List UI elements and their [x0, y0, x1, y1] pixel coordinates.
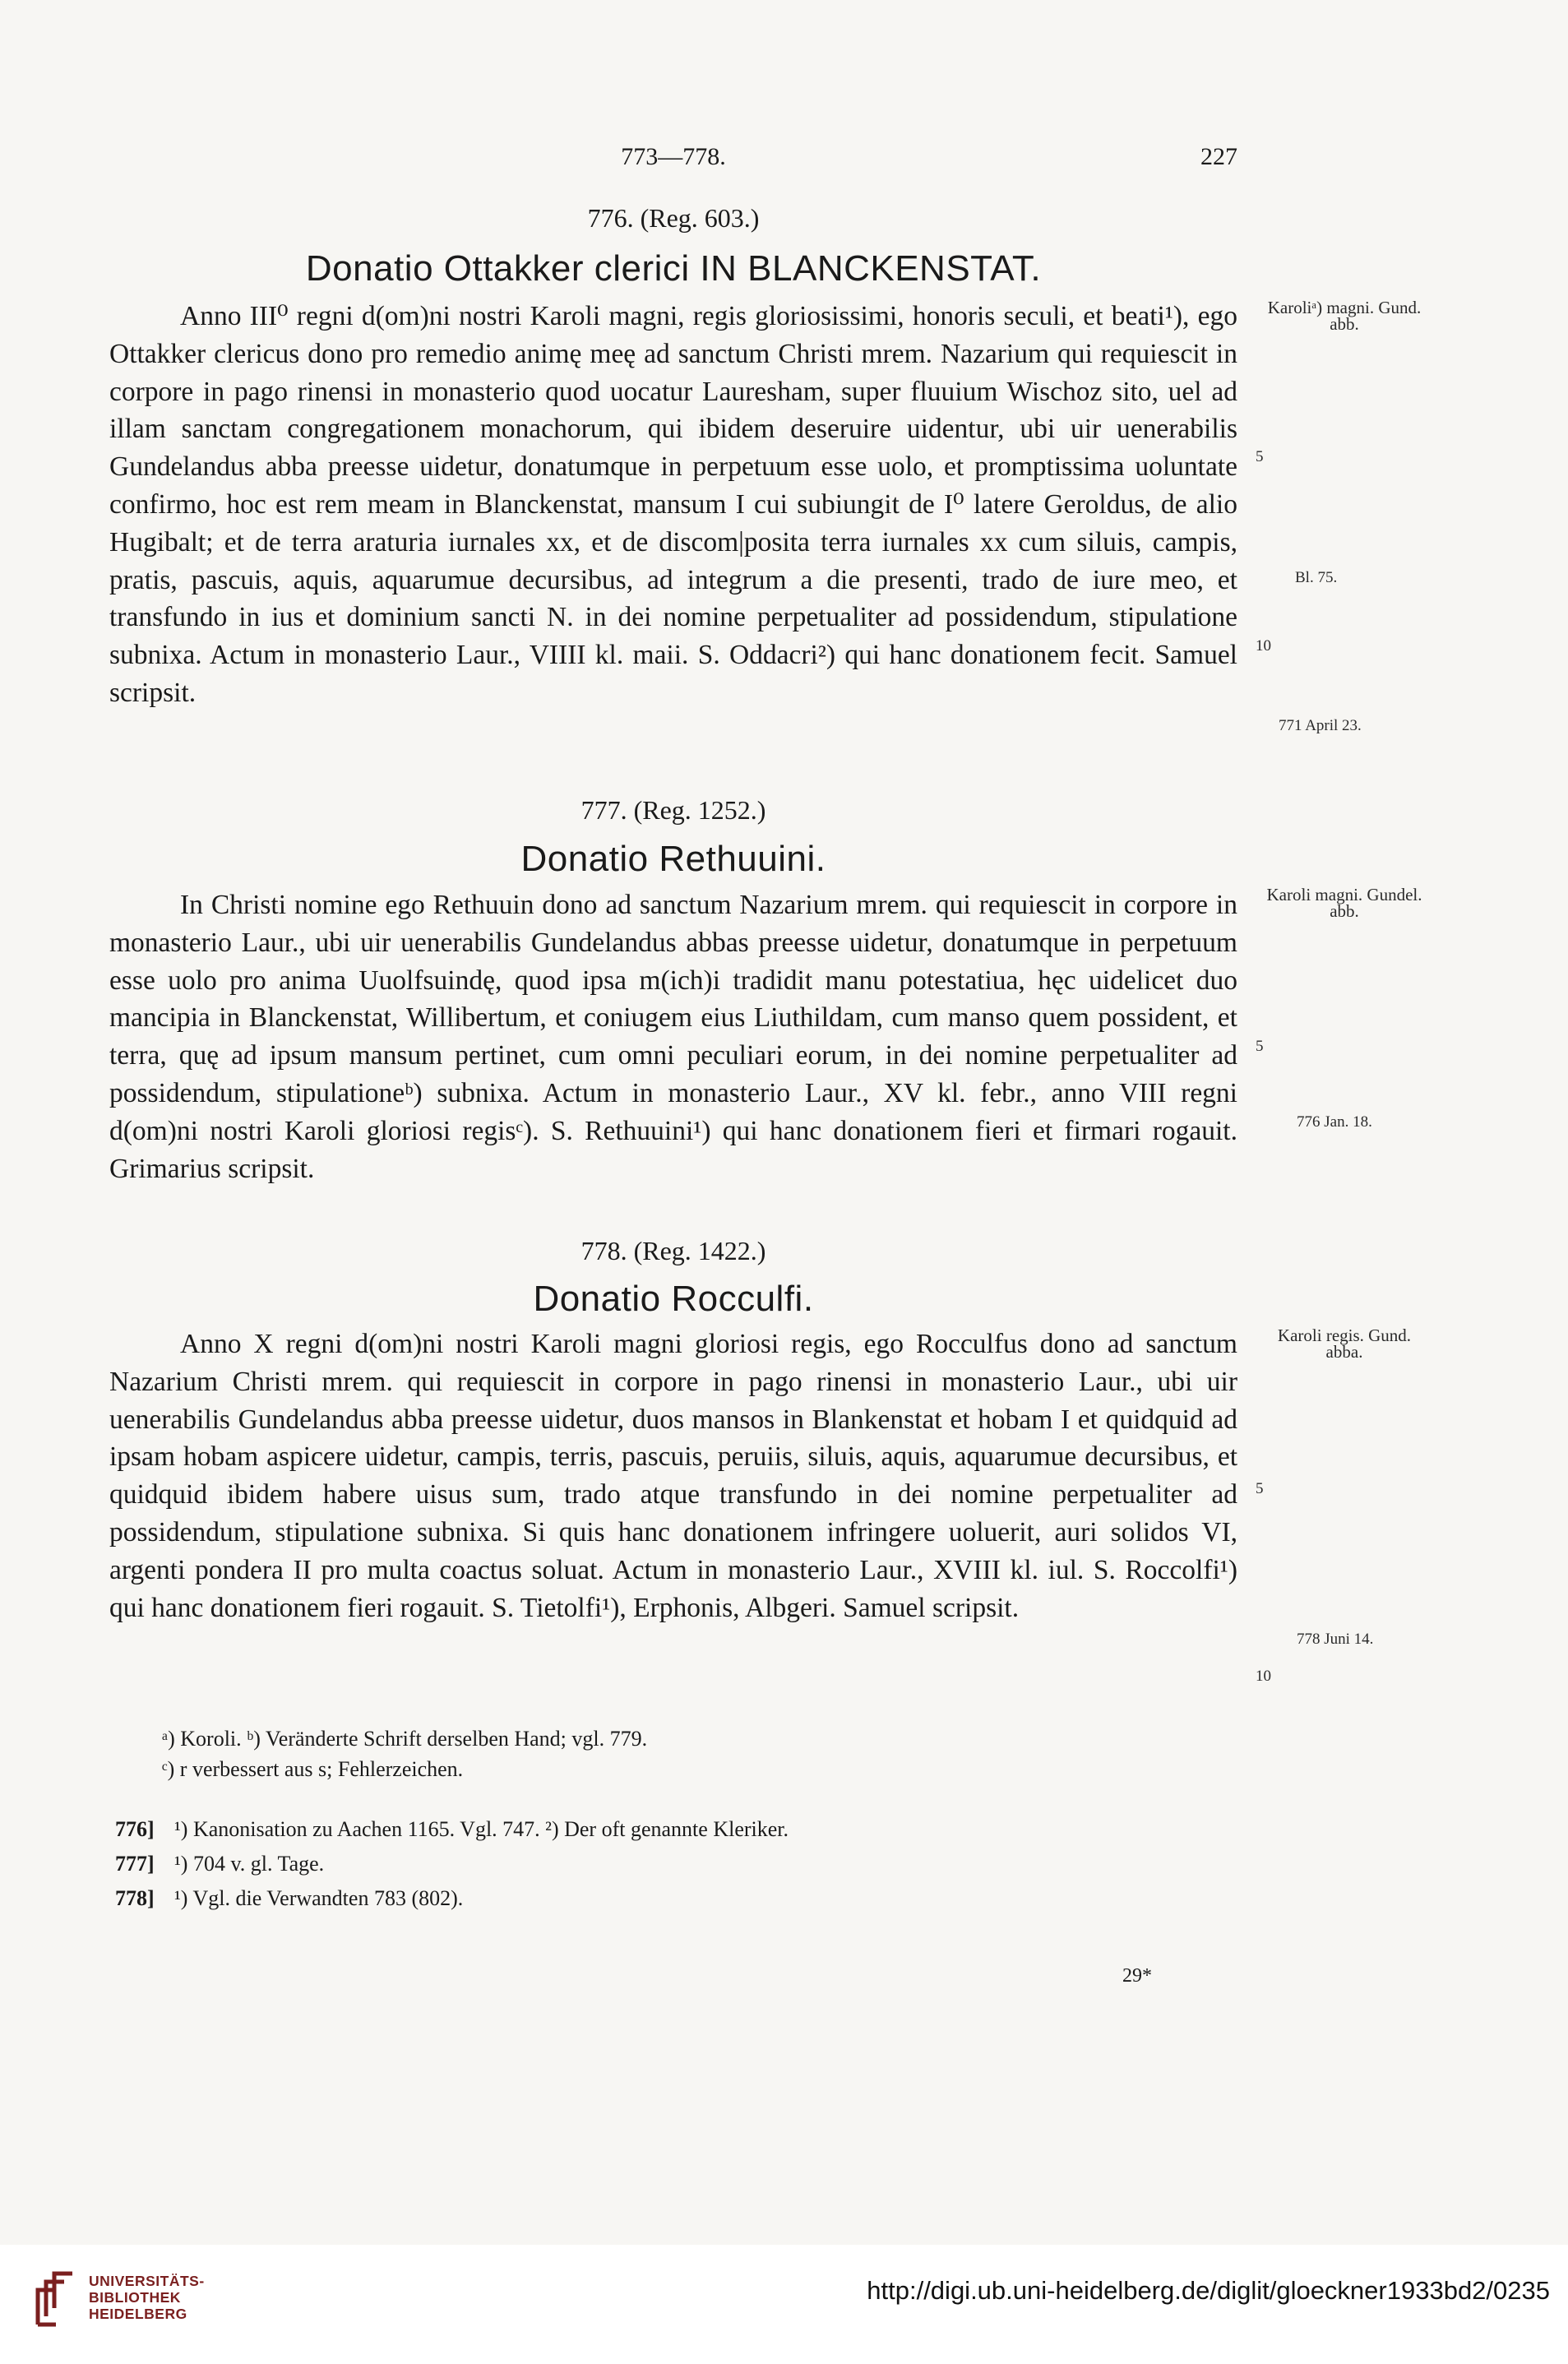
charter-title: Donatio Ottakker clerici IN BLANCKENSTAT.: [305, 248, 1042, 289]
note-label: 777]: [115, 1852, 155, 1876]
charter-text: [109, 1325, 1237, 1626]
line-number: 5: [1256, 448, 1264, 465]
margin-date: 778 Juni 14.: [1297, 1631, 1374, 1648]
charter-paragraph: In Christi nomine ego Rethuuin dono ad sanctum Nazarium mrem. qui requiescit in corpore in monasterio Laur., ubi uir uenerabilis Gundelandus abbas preesse uidetur, donatumque in perpetuum esse uolo pro anima Uuolfsuindę, quod ipsa m(ich)i tradidit manu potestatiua, hęc uidelicet duo mancipia in Blanckenstat, Willibertum, et coniugem eius Liuthildam, cum manso quem possident, et terra, quę ad ipsum mansum pertinet, cum omni peculiari eorum, in dei nomine perpetualiter ad possidendum, stipulationeᵇ) subnixa. Actum in monasterio Laur., XV kl. febr., anno VIII regni d(om)ni nostri Karoli gloriosi regisᶜ). S. Rethuuini¹) qui hanc donationem fieri et firmari rogauit. Grimarius scripsit.: [109, 890, 1237, 1184]
charter-text: [109, 886, 1237, 1187]
note-text: ¹) Vgl. die Verwandten 783 (802).: [174, 1886, 464, 1910]
margin-folio: Bl. 75.: [1295, 569, 1338, 586]
historical-note: [115, 1885, 463, 1913]
apparatus-note: ᶜ) r verbessert aus s; Fehlerzeichen.: [162, 1757, 464, 1781]
printer-signature: 29*: [1122, 1965, 1152, 1987]
charter-text: [109, 298, 1237, 712]
note-text: ¹) Kanonisation zu Aachen 1165. Vgl. 747. ²) Der oft genannte Kleriker.: [174, 1817, 789, 1841]
library-name-line: HEIDELBERG: [89, 2306, 187, 2322]
apparatus-note: ᵃ) Koroli. ᵇ) Veränderte Schrift derselben Hand; vgl. 779.: [162, 1727, 648, 1751]
charter-number: 777. (Reg. 1252.): [580, 795, 766, 825]
margin-note: Karoliᵃ) magni. Gund. abb.: [1267, 298, 1422, 334]
margin-date: 771 April 23.: [1279, 717, 1362, 734]
note-label: 778]: [115, 1886, 155, 1910]
charter-paragraph: Anno III⁰ regni d(om)ni nostri Karoli magni, regis gloriosissimi, honoris seculi, et beati¹), ego Ottakker clericus dono pro remedio animę meę ad sanctum Christi mrem. Nazarium qui requiescit in corpore in pago rinensi in monasterio quod uocatur Lauresham, super fluuium Wischoz sito, uel ad illam sanctam congregationem monachorum, qui ibidem deseruire uidentur, ubi uir uenerabilis Gundelandus abba preesse uidetur, donatumque in perpetuum esse uolo, et promptissima uoluntate confirmo, hoc est rem meam in Blanckenstat, mansum I cui subiungit de I⁰ latere Geroldus, de alio Hugibalt; et de terra araturia iurnales xx, et de discom|posita terra iurnales xx cum siluis, campis, pratis, pascuis, aquis, aquarumue decursibus, ad integrum a die presenti, trado de iure meo, et transfundo in ius et dominium sancti N. in dei nomine perpetualiter ad possidendum, stipulatione subnixa. Actum in monasterio Laur., VIIII kl. maii. S. Oddacri²) qui hanc donationem fecit. Samuel scripsit.: [109, 301, 1237, 708]
margin-note: Karoli regis. Gund. abba.: [1277, 1325, 1412, 1362]
note-label: 776]: [115, 1817, 155, 1841]
library-logo-icon: [31, 2265, 81, 2331]
header-range: 773—778.: [621, 143, 726, 170]
historical-note: [115, 1816, 789, 1844]
charter-title: Donatio Rocculfi.: [533, 1279, 814, 1319]
line-number: 5: [1256, 1480, 1264, 1497]
historical-note: [115, 1850, 324, 1878]
charter-number: 778. (Reg. 1422.): [580, 1236, 766, 1265]
charter-number: 776. (Reg. 603.): [587, 203, 760, 233]
running-header: [109, 143, 1237, 176]
line-number: 10: [1256, 637, 1271, 655]
library-name-line: BIBLIOTHEK: [89, 2289, 181, 2306]
margin-note: Karoli magni. Gundel. abb.: [1266, 885, 1422, 921]
margin-date: 776 Jan. 18.: [1297, 1113, 1372, 1131]
charter-paragraph: Anno X regni d(om)ni nostri Karoli magni gloriosi regis, ego Rocculfus dono ad sanctum Nazarium Christi mrem. qui requiescit in corpore in pago rinensi in monasterio Laur., ubi uir uenerabilis Gundelandus abba preesse uidetur, duos mansos in Blankenstat et hobam I et quidquid ad ipsam hobam aspicere uidetur, campis, terris, pascuis, peruiis, siluis, aquis, aquarumue decursibus, et quidquid ibidem habere uisus sum, trado atque transfundo in dei nomine perpetualiter ad possidendum, stipulatione subnixa. Si quis hanc donationem infringere uoluerit, auri solidos VI, argenti pondera II pro multa coactus soluat. Actum in monasterio Laur., XVIII kl. iul. S. Roccolfi¹) qui hanc donationem fieri rogauit. S. Tietolfi¹), Erphonis, Albgeri. Samuel scripsit.: [109, 1329, 1237, 1623]
line-number: 10: [1256, 1668, 1271, 1685]
charter-title: Donatio Rethuuini.: [520, 839, 826, 879]
permalink-url[interactable]: http://digi.ub.uni-heidelberg.de/diglit/gloeckner1933bd2/0235: [867, 2276, 1550, 2305]
library-name: [89, 2273, 205, 2322]
page-number: 227: [1200, 143, 1237, 170]
note-text: ¹) 704 v. gl. Tage.: [174, 1852, 325, 1876]
library-name-line: UNIVERSITÄTS-: [89, 2273, 205, 2289]
line-number: 5: [1256, 1038, 1264, 1055]
